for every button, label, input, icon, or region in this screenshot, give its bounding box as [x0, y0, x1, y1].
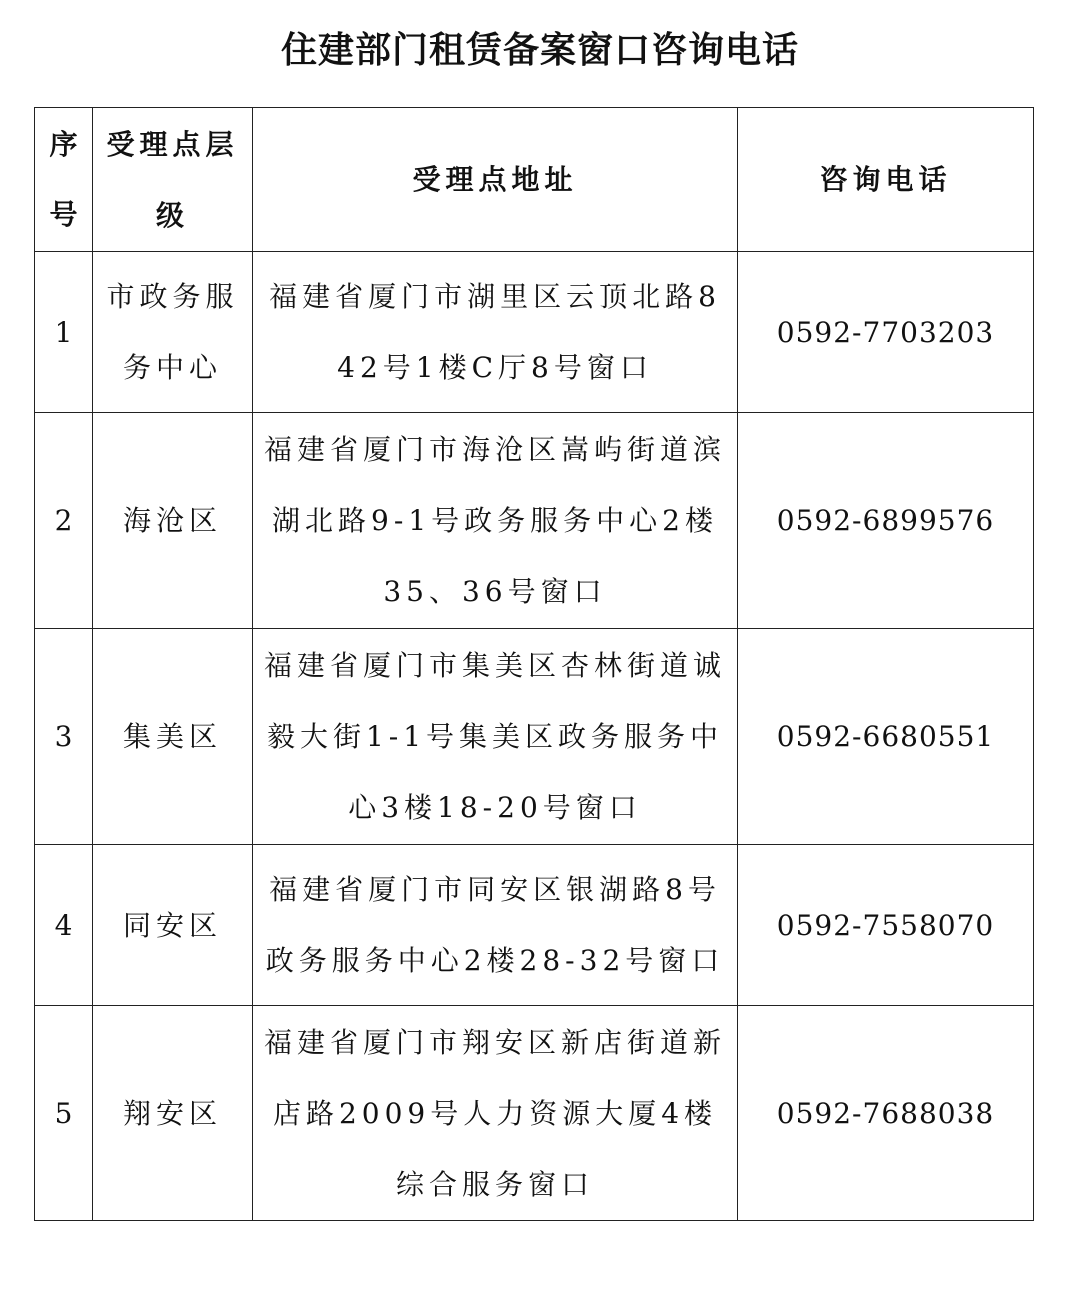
row-address: 福建省厦门市同安区银湖路8号政务服务中心2楼28-32号窗口: [253, 845, 738, 1006]
row-no: 3: [35, 629, 93, 845]
row-no: 2: [35, 413, 93, 629]
table-row: [35, 1006, 1034, 1221]
row-no: 1: [35, 252, 93, 413]
row-phone: 0592-6899576: [738, 413, 1034, 629]
row-address: 福建省厦门市湖里区云顶北路842号1楼C厅8号窗口: [253, 252, 738, 413]
header-level: 受理点层级: [93, 108, 253, 252]
row-phone: 0592-6680551: [738, 629, 1034, 845]
row-address: 福建省厦门市翔安区新店街道新店路2009号人力资源大厦4楼综合服务窗口: [253, 1006, 738, 1221]
table-row: [35, 845, 1034, 1006]
row-address: 福建省厦门市海沧区嵩屿街道滨湖北路9-1号政务服务中心2楼35、36号窗口: [253, 413, 738, 629]
table-row: [35, 629, 1034, 845]
table-row: [35, 252, 1034, 413]
row-phone: 0592-7688038: [738, 1006, 1034, 1221]
row-no: 5: [35, 1006, 93, 1221]
contact-table: [34, 107, 1034, 1221]
table-row: [35, 413, 1034, 629]
page-title: 住建部门租赁备案窗口咨询电话: [280, 30, 799, 71]
row-phone: 0592-7703203: [738, 252, 1034, 413]
row-level: 市政务服务中心: [93, 252, 253, 413]
row-level: 集美区: [93, 629, 253, 845]
row-level: 海沧区: [93, 413, 253, 629]
row-phone: 0592-7558070: [738, 845, 1034, 1006]
row-level: 翔安区: [93, 1006, 253, 1221]
row-level: 同安区: [93, 845, 253, 1006]
header-no: 序号: [35, 108, 93, 252]
row-address: 福建省厦门市集美区杏林街道诚毅大街1-1号集美区政务服务中心3楼18-20号窗口: [253, 629, 738, 845]
header-phone: 咨询电话: [738, 108, 1034, 252]
table-header-row: [35, 108, 1034, 252]
header-address: 受理点地址: [253, 108, 738, 252]
row-no: 4: [35, 845, 93, 1006]
